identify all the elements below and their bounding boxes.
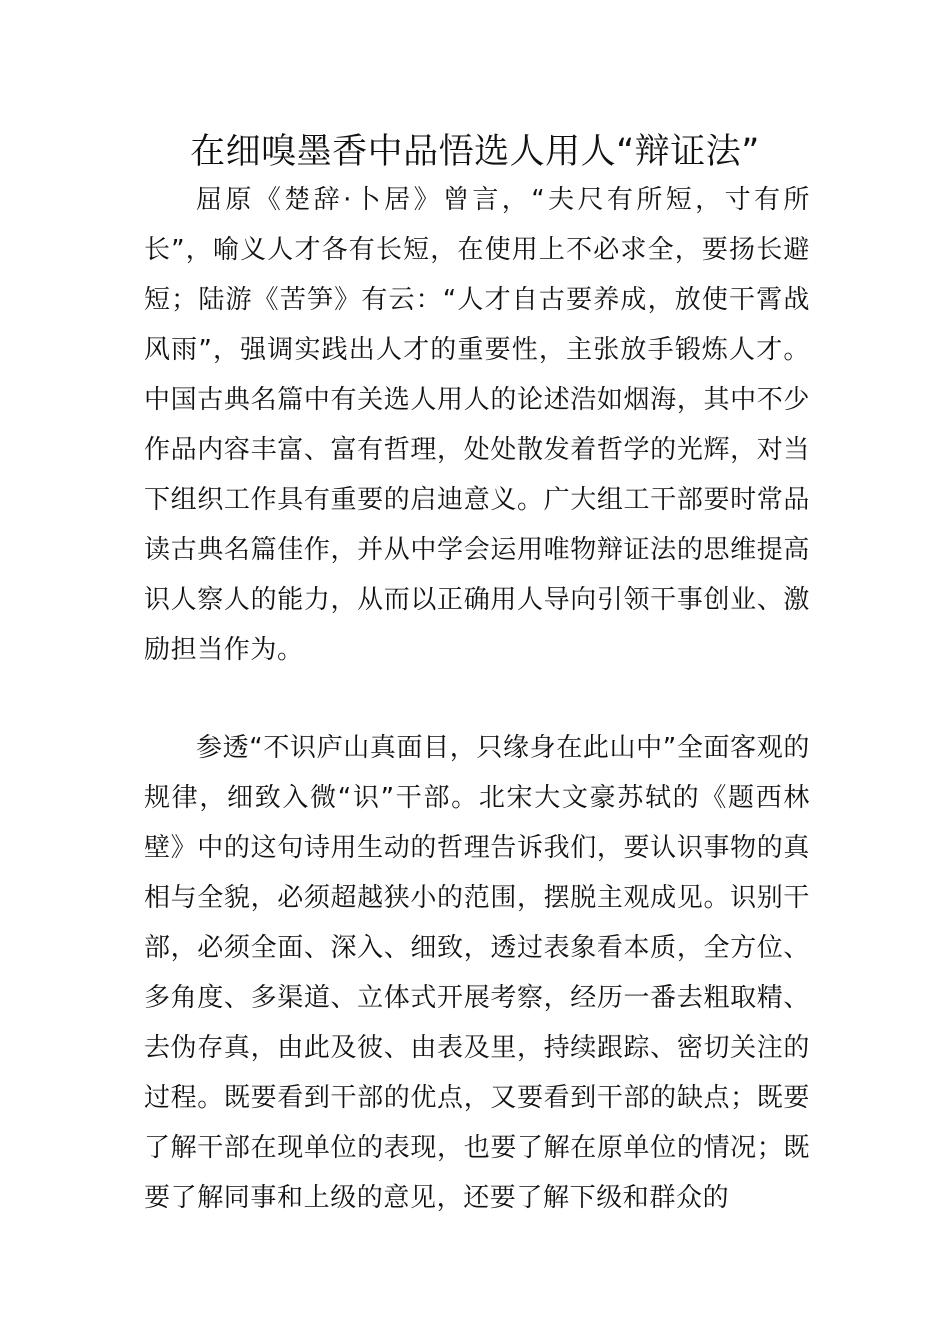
body-paragraph: 参透“不识庐山真面目，只缘身在此山中”全面客观的规律，细致入微“识”干部。北宋大文豪苏轼的《题西林壁》中的这句诗用生动的哲理告诉我们，要认识事物的真相与全貌，必须超越狭小的范围，摆脱主观成见。识别干部，必须全面、深入、细致，透过表象看本质，全方位、多角度、多渠道、立体式开展考察，经历一番去粗取精、去伪存真，由此及彼、由表及里，持续跟踪、密切关注的过程。既要看到干部的优点，又要看到干部的缺点；既要了解干部在现单位的表现，也要了解在原单位的情况；既要了解同事和上级的意见，还要了解下级和群众的 (144, 733, 810, 1213)
document-title: 在细嗅墨香中品悟选人用人“辩证法” (190, 132, 760, 172)
body-paragraph: 屈原《楚辞·卜居》曾言，“夫尺有所短，寸有所长”，喻义人才各有长短，在使用上不必求全，要扬长避短；陆游《苦笋》有云：“人才自古要养成，放使干霄战风雨”，强调实践出人才的重要性，主张放手锻炼人才。中国古典名篇中有关选人用人的论述浩如烟海，其中不少作品内容丰富、富有哲理，处处散发着哲学的光辉，对当下组织工作具有重要的启迪意义。广大组工干部要时常品读古典名篇佳作，并从中学会运用唯物辩证法的思维提高识人察人的能力，从而以正确用人导向引领干事创业、激励担当作为。 (144, 185, 810, 665)
